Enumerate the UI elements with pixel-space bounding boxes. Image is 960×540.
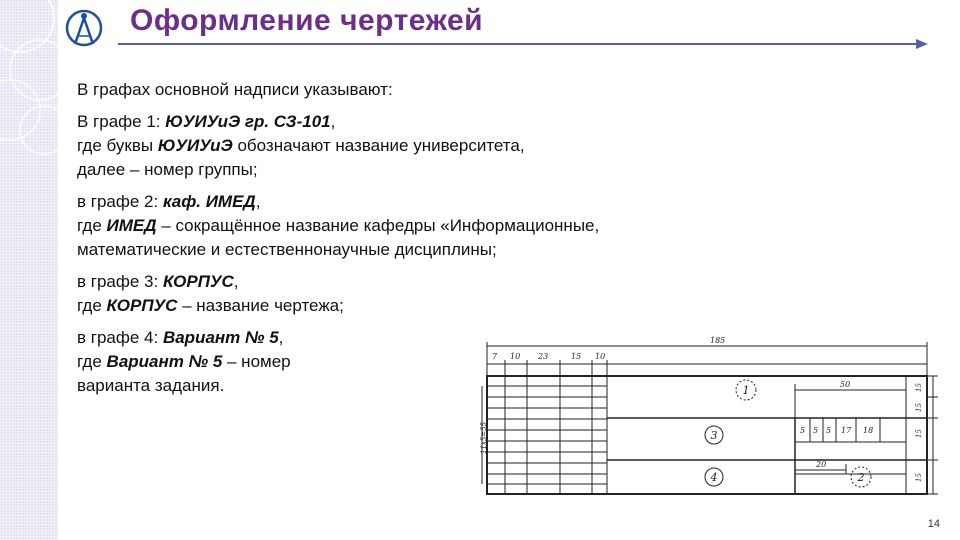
graph2-label: в графе 2: bbox=[77, 192, 163, 211]
dim-right-3: 15 bbox=[915, 429, 923, 438]
page-number: 14 bbox=[927, 518, 940, 530]
marker-2: 2 bbox=[857, 471, 865, 484]
dim-top-1: 7 bbox=[492, 352, 498, 361]
graph3-punct: , bbox=[233, 272, 239, 291]
graph1-l2-suffix: обозначают название университета, bbox=[232, 136, 525, 155]
marker-3: 3 bbox=[710, 429, 718, 442]
dim-top-3: 23 bbox=[538, 352, 549, 361]
graph2-punct: , bbox=[255, 192, 261, 211]
graph2-line2 bbox=[77, 214, 897, 238]
intro-text: В графах основной надписи указывают: bbox=[77, 80, 393, 99]
graph1-line2 bbox=[77, 134, 897, 158]
slide-title: Оформление чертежей bbox=[130, 4, 484, 37]
graph2-value: каф. ИМЕД bbox=[162, 192, 256, 211]
dim-right-2: 15 bbox=[915, 403, 923, 412]
graph1-line1 bbox=[77, 110, 897, 134]
dim-top-5: 10 bbox=[595, 352, 606, 361]
graph4-l2-bold: Вариант № 5 bbox=[106, 352, 223, 371]
graph3-l2-suffix: – название чертежа; bbox=[177, 296, 344, 315]
graph1-paragraph bbox=[77, 110, 897, 182]
graph1-punct: , bbox=[330, 112, 336, 131]
graph4-l2-suffix: – номер bbox=[222, 352, 291, 371]
graph4-l2-prefix: где bbox=[77, 352, 107, 371]
dim-inner-4: 5 bbox=[826, 426, 832, 435]
graph4-label: в графе 4: bbox=[77, 328, 163, 347]
dim-inner-1: 50 bbox=[840, 380, 851, 389]
graph3-label: в графе 3: bbox=[77, 272, 163, 291]
title-block-drawing bbox=[480, 334, 940, 500]
graph1-value: ЮУИУиЭ гр. СЗ-101 bbox=[165, 112, 331, 131]
graph4-punct: , bbox=[278, 328, 284, 347]
graph1-l2-prefix: где буквы bbox=[77, 136, 158, 155]
dim-inner-2: 5 bbox=[800, 426, 806, 435]
graph1-label: В графе 1: bbox=[77, 112, 166, 131]
dim-right-4: 15 bbox=[915, 473, 923, 482]
graph3-paragraph bbox=[77, 270, 897, 318]
dim-inner-3: 5 bbox=[813, 426, 819, 435]
decorative-sidebar bbox=[0, 0, 58, 540]
graph3-line2 bbox=[77, 294, 897, 318]
graph2-l2-bold: ИМЕД bbox=[106, 216, 157, 235]
dim-side-label: 11х5=55 bbox=[480, 421, 488, 454]
graph1-l2-bold: ЮУИУиЭ bbox=[157, 136, 233, 155]
graph2-line3: математические и естественнонаучные дисциплины; bbox=[77, 240, 497, 259]
graph2-line1 bbox=[77, 190, 897, 214]
graph1-line3: далее – номер группы; bbox=[77, 160, 258, 179]
graph4-value: Вариант № 5 bbox=[162, 328, 279, 347]
dim-inner-5: 17 bbox=[841, 426, 852, 435]
decorative-circles bbox=[0, 0, 58, 540]
marker-1: 1 bbox=[742, 384, 750, 397]
dim-inner-7: 20 bbox=[816, 460, 827, 469]
title-underline-arrow bbox=[118, 38, 930, 50]
graph4-line3: варианта задания. bbox=[77, 376, 225, 395]
graph2-paragraph bbox=[77, 190, 897, 262]
graph3-l2-prefix: где bbox=[77, 296, 107, 315]
graph2-l2-suffix: – сокращённое название кафедры «Информационные, bbox=[156, 216, 600, 235]
dim-top-2: 10 bbox=[510, 352, 521, 361]
graph3-l2-bold: КОРПУС bbox=[106, 296, 178, 315]
graph3-line1 bbox=[77, 270, 897, 294]
graph3-value: КОРПУС bbox=[162, 272, 234, 291]
dim-top-4: 15 bbox=[571, 352, 582, 361]
dim-right-1: 15 bbox=[915, 383, 923, 392]
graph2-l2-prefix: где bbox=[77, 216, 107, 235]
dim-top-6: 185 bbox=[710, 336, 726, 345]
dim-inner-6: 18 bbox=[863, 426, 874, 435]
compass-logo-icon bbox=[64, 6, 104, 50]
marker-4: 4 bbox=[710, 471, 718, 484]
intro-paragraph bbox=[77, 78, 897, 102]
